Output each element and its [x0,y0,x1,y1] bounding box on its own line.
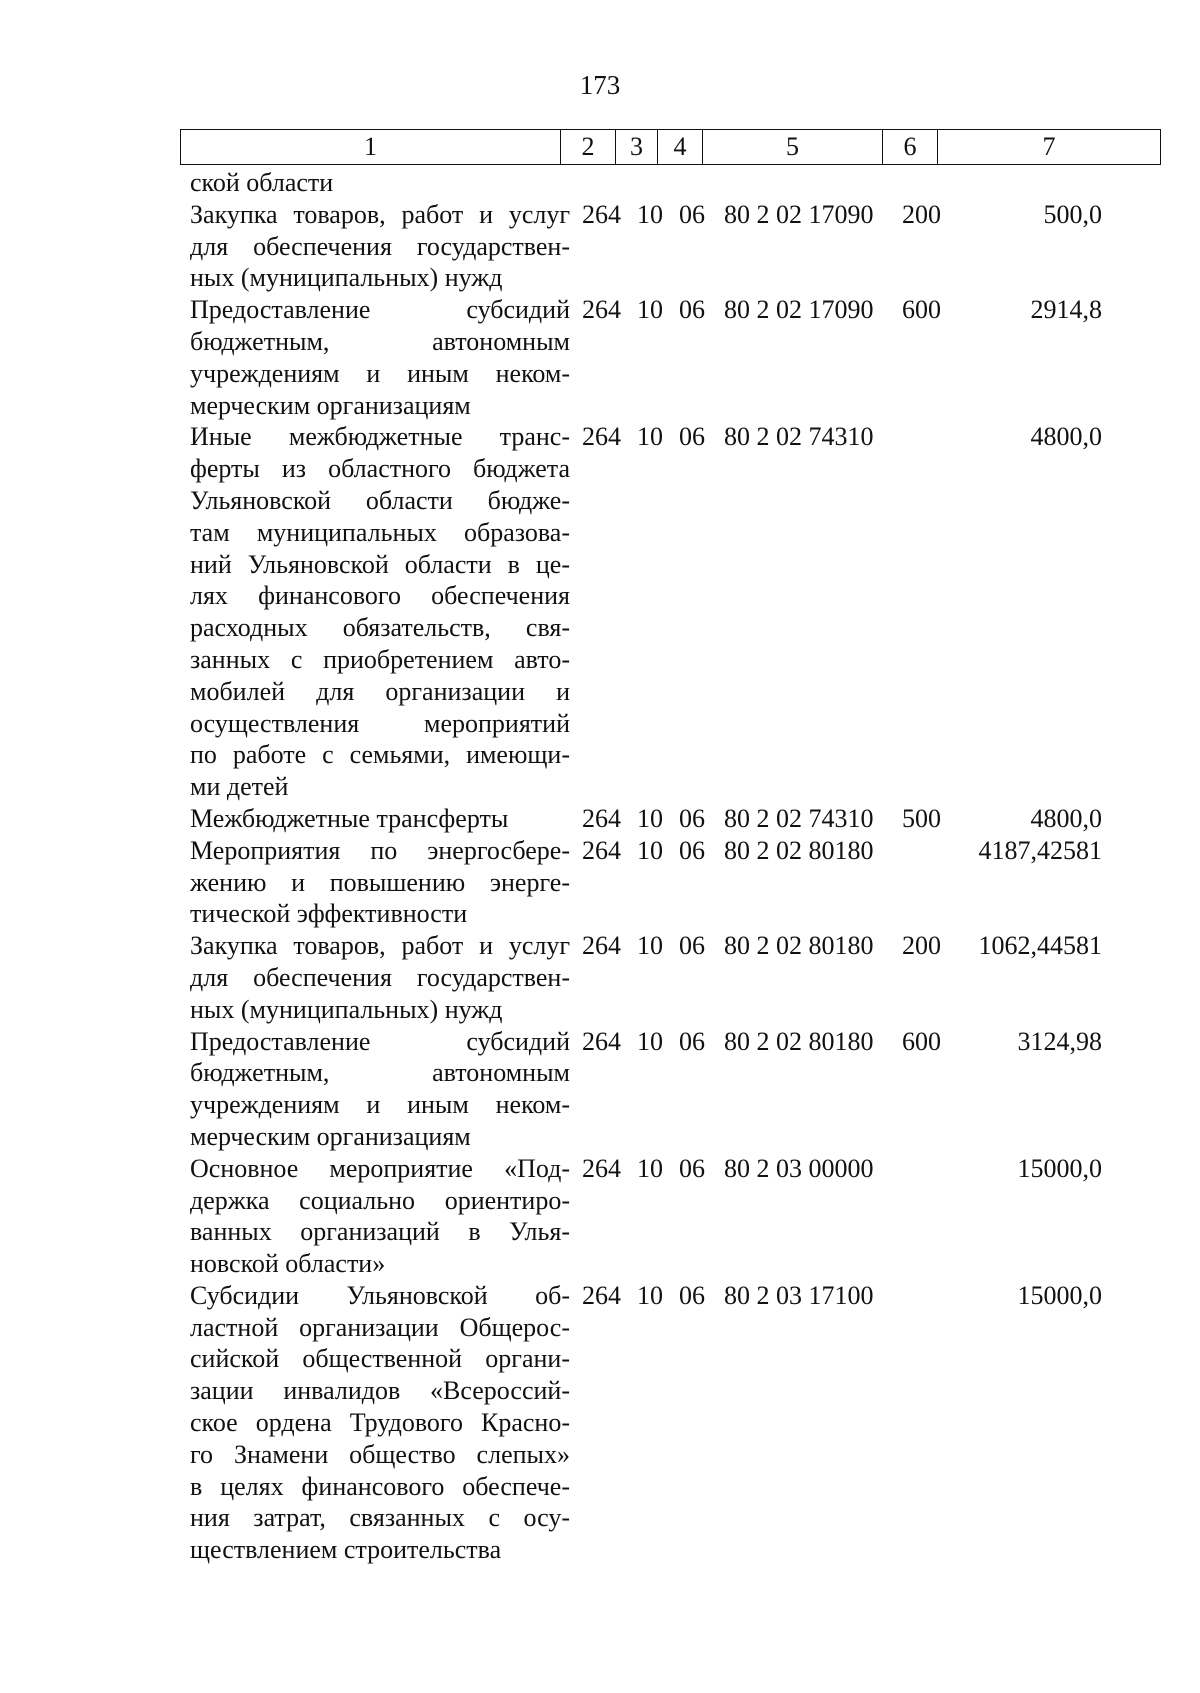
row-description [190,199,570,294]
subsection-code [679,167,724,199]
admin-code: 264 [582,1153,621,1183]
description-line: ных (муниципальных) нужд [190,263,503,293]
section-code: 10 [637,422,663,452]
amount: 4187,42581 [978,835,1102,865]
description-line: для обеспечения государствен- [190,231,570,261]
description-line: учреждениям и иным неком- [190,358,570,388]
description-line: Ульяновской области бюдже- [190,485,570,515]
description-line: ской области [190,168,334,197]
column-header-5: 5 [703,130,883,165]
row-description [190,167,570,199]
admin-code: 264 [582,295,621,325]
row-description [190,1153,570,1280]
description-line: сийской общественной органи- [190,1344,570,1374]
table-row [190,199,1180,294]
description-line: в целях финансового обеспече- [190,1471,570,1501]
expense-type-code [902,1153,952,1280]
description-line: осуществления мероприятий [190,708,570,738]
subsection-code: 06 [679,1026,705,1056]
column-header-3: 3 [616,130,658,165]
section-code [637,167,679,199]
row-description [190,1280,570,1566]
description-line: ское ордена Трудового Красно- [190,1408,570,1438]
amount: 15000,0 [1017,1153,1102,1183]
target-article-code: 80 2 02 80180 [724,835,874,865]
admin-code: 264 [582,835,621,865]
admin-code [582,167,637,199]
table-row [190,294,1180,421]
description-line: занных с приобретением авто- [190,644,570,674]
section-code: 10 [637,199,663,229]
target-article-code: 80 2 02 74310 [724,422,874,452]
row-description [190,294,570,421]
description-line: ществлением строительства [190,1535,502,1565]
column-header-4: 4 [658,130,703,165]
target-article-code: 80 2 02 17090 [724,199,874,229]
expense-type-code: 200 [902,931,941,961]
table-row [190,167,1180,199]
amount: 2914,8 [1030,295,1102,325]
expense-type-code [902,421,952,803]
description-line: Предоставление субсидий [190,1026,570,1056]
description-line: го Знамени общество слепых» [190,1439,570,1469]
amount: 4800,0 [1030,422,1102,452]
description-line: новской области» [190,1249,386,1279]
description-line: ных (муниципальных) нужд [190,994,503,1024]
section-code: 10 [637,295,663,325]
amount [952,167,1102,199]
description-line: Предоставление субсидий [190,295,570,325]
description-line: жению и повышению энерге- [190,867,570,897]
row-description [190,803,570,835]
column-header-2: 2 [561,130,616,165]
target-article-code: 80 2 02 17090 [724,295,874,325]
section-code: 10 [637,931,663,961]
column-header-row [181,130,1161,165]
admin-code: 264 [582,1026,621,1056]
description-line: бюджетным, автономным [190,326,570,356]
description-line: Основное мероприятие «Под- [190,1153,570,1183]
table-row [190,1280,1180,1566]
subsection-code: 06 [679,1280,705,1310]
description-line: ванных организаций в Улья- [190,1217,570,1247]
table-row [190,1153,1180,1280]
section-code: 10 [637,1026,663,1056]
expense-type-code [902,167,952,199]
target-article-code: 80 2 02 74310 [724,803,874,833]
amount: 15000,0 [1017,1280,1102,1310]
description-line: Межбюджетные трансферты [190,803,509,833]
expense-type-code: 600 [902,1026,941,1056]
description-line: Иные межбюджетные транс- [190,422,570,452]
description-line: ния затрат, связанных с осу- [190,1503,570,1533]
target-article-code [724,167,902,199]
table-row [190,835,1180,930]
admin-code: 264 [582,803,621,833]
amount: 1062,44581 [978,931,1102,961]
description-line: мерческим организациям [190,1121,471,1151]
section-code: 10 [637,835,663,865]
expense-type-code [902,835,952,930]
description-line: мерческим организациям [190,390,471,420]
column-header-1: 1 [181,130,561,165]
description-line: по работе с семьями, имеющи- [190,740,570,770]
section-code: 10 [637,1280,663,1310]
description-line: ластной организации Общерос- [190,1312,570,1342]
description-line: мобилей для организации и [190,676,570,706]
description-line: расходных обязательств, свя- [190,613,570,643]
description-line: тической эффективности [190,899,468,929]
subsection-code: 06 [679,931,705,961]
subsection-code: 06 [679,199,705,229]
target-article-code: 80 2 03 17100 [724,1280,874,1310]
row-description [190,421,570,803]
description-line: ферты из областного бюджета [190,454,570,484]
description-line: Закупка товаров, работ и услуг [190,199,570,229]
description-line: там муниципальных образова- [190,517,570,547]
target-article-code: 80 2 02 80180 [724,1026,874,1056]
description-line: для обеспечения государствен- [190,962,570,992]
admin-code: 264 [582,1280,621,1310]
expense-type-code: 200 [902,199,941,229]
column-header-table [180,129,1161,165]
column-header-7: 7 [938,130,1161,165]
description-line: лях финансового обеспечения [190,581,570,611]
section-code: 10 [637,803,663,833]
description-line: зации инвалидов «Всероссий- [190,1376,570,1406]
description-line: Субсидии Ульяновской об- [190,1280,570,1310]
column-header-6: 6 [883,130,938,165]
section-code: 10 [637,1153,663,1183]
row-description [190,1026,570,1153]
row-description [190,835,570,930]
subsection-code: 06 [679,295,705,325]
table-body [190,167,1180,1566]
amount: 500,0 [1043,199,1102,229]
admin-code: 264 [582,199,621,229]
subsection-code: 06 [679,803,705,833]
page-number: 173 [579,70,621,100]
target-article-code: 80 2 03 00000 [724,1153,874,1183]
expense-type-code: 500 [902,803,941,833]
amount: 3124,98 [1017,1026,1102,1056]
description-line: ний Ульяновской области в це- [190,549,570,579]
description-line: Мероприятия по энергосбере- [190,835,570,865]
description-line: бюджетным, автономным [190,1058,570,1088]
subsection-code: 06 [679,422,705,452]
table-row [190,803,1180,835]
target-article-code: 80 2 02 80180 [724,931,874,961]
description-line: держка социально ориентиро- [190,1185,570,1215]
admin-code: 264 [582,422,621,452]
description-line: учреждениям и иным неком- [190,1090,570,1120]
admin-code: 264 [582,931,621,961]
description-line: ми детей [190,772,289,802]
subsection-code: 06 [679,1153,705,1183]
table-row [190,930,1180,1025]
subsection-code: 06 [679,835,705,865]
row-description [190,930,570,1025]
table-row [190,421,1180,803]
description-line: Закупка товаров, работ и услуг [190,931,570,961]
table-row [190,1026,1180,1153]
amount: 4800,0 [1030,803,1102,833]
expense-type-code [902,1280,952,1566]
expense-type-code: 600 [902,295,941,325]
